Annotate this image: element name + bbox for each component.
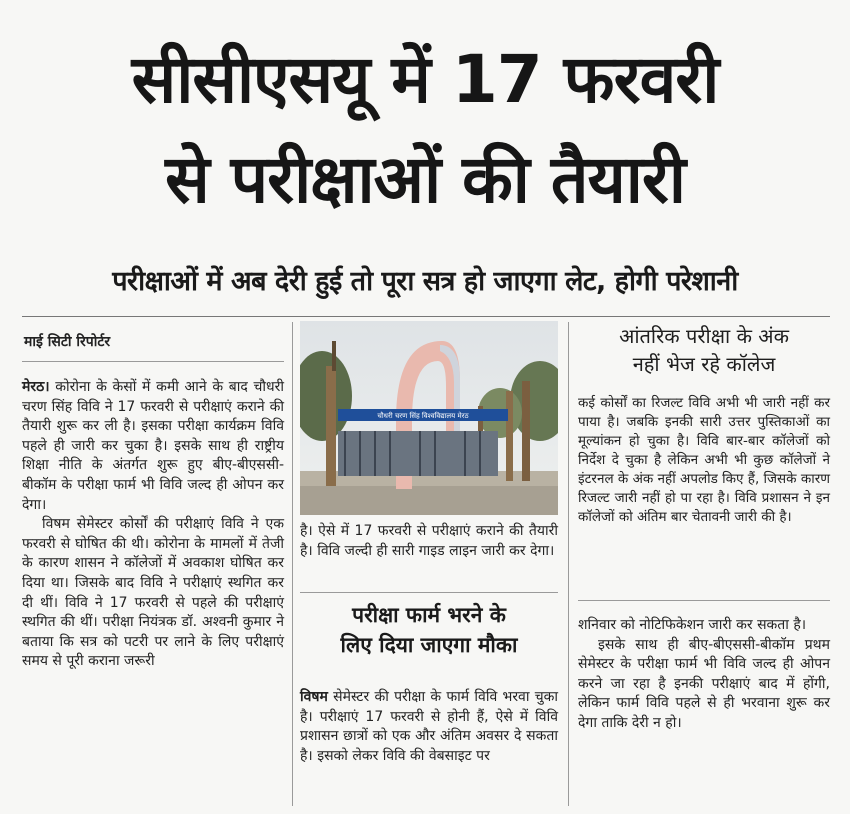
column-divider-1 <box>292 322 293 806</box>
paragraph: है। ऐसे में 17 फरवरी से परीक्षाएं कराने की तैयारी है। विवि जल्दी ही सारी गाइड लाइन जारी कर देगा। <box>300 523 558 559</box>
box-heading-line-2: लिए दिया जाएगा मौका <box>340 633 518 657</box>
paragraph-text: सेमेस्टर की परीक्षा के फार्म विवि भरवा चुका है। परीक्षाएं 17 फरवरी से होनी हैं, ऐसे में विवि प्रशासन छात्रों को एक और अंतिम अवसर दे सकता है। इसको लेकर विवि की वेबसाइट पर <box>300 689 558 764</box>
byline-divider <box>22 361 284 362</box>
column-1 <box>22 378 284 672</box>
subheadline: परीक्षाओं में अब देरी हुई तो पूरा सत्र हो जाएगा लेट, होगी परेशानी <box>112 266 738 297</box>
side-box-heading <box>578 322 830 378</box>
side-box-text: कई कोर्सों का रिजल्ट विवि अभी भी जारी नहीं कर पाया है। जबकि इनकी सारी उत्तर पुस्तिकाओं का मूल्यांकन हो चुका है। विवि बार-बार कॉलेजों को निर्देश दे चुका है लेकिन अभी भी कुछ कॉलेजों ने इंटरनल के अंक नहीं अपलोड किए हैं, जिसके कारण रिजल्ट जारी नहीं हो पा रहा है। विवि प्रशासन ने इन कॉलेजों को अंतिम बार चेतावनी जारी की है। <box>578 395 830 525</box>
subheadline-divider <box>22 316 830 317</box>
column-divider-2 <box>568 322 569 806</box>
side-box-heading-line-1: आंतरिक परीक्षा के अंक <box>619 324 789 348</box>
box-heading-line-1: परीक्षा फार्म भरने के <box>352 603 506 627</box>
university-gate-photo <box>300 321 558 515</box>
paragraph-text: कोरोना के केसों में कमी आने के बाद चौधरी चरण सिंह विवि ने 17 फरवरी से परीक्षाएं कराने की तैयारी शुरू कर ली है। इसका परीक्षा कार्यक्रम विवि पहले ही जारी कर चुका है। इसके साथ ही राष्ट्रीय शिक्षा नीति के अंतर्गत शुरू हुए बीए-बीएससी-बीकॉम के परीक्षा फार्म भी विवि जल्द ही ओपन कर देगा। <box>22 379 284 513</box>
box-heading <box>300 600 558 660</box>
column-2-body <box>300 688 558 766</box>
drop-word: विषम <box>300 689 328 705</box>
paragraph: शनिवार को नोटिफिकेशन जारी कर सकता है। <box>578 617 807 633</box>
headline-line-1: सीसीएसयू में 17 फरवरी <box>131 41 719 118</box>
headline-line-2: से परीक्षाओं की तैयारी <box>165 141 685 218</box>
side-box-divider <box>578 600 830 601</box>
byline: माई सिटी रिपोर्टर <box>24 334 111 350</box>
paragraph: विषम सेमेस्टर कोर्सों की परीक्षाएं विवि ने एक फरवरी से घोषित की थी। कोरोना के मामलों में तेजी के कारण शासन ने कॉलेजों में अवकाश घोषित कर दिया था। जिसके बाद विवि ने परीक्षाएं स्थगित कर दी थीं। विवि ने 17 फरवरी से पहले की परीक्षाएं स्थगित की थीं। परीक्षा नियंत्रक डॉ. अश्वनी कुमार ने बताया कि सत्र को पटरी पर लाने के लिए परीक्षाएं समय से पूरी कराना जरूरी <box>22 516 284 670</box>
column-3 <box>578 616 830 734</box>
paragraph <box>300 688 558 766</box>
column-2 <box>300 522 558 561</box>
box-divider-top <box>300 592 558 593</box>
dateline: मेरठ। <box>22 379 50 395</box>
paragraph: इसके साथ ही बीए-बीएससी-बीकॉम प्रथम सेमेस्टर के परीक्षा फार्म भी विवि जल्द ही ओपन करने जा रहा है इनकी परीक्षाएं बाद में होंगी, लेकिन फार्म विवि पहले से ही भरवाना शुरू कर देगा ताकि देरी न हो। <box>578 636 830 731</box>
gate-banner-text: चौधरी चरण सिंह विश्वविद्यालय मेरठ <box>377 412 469 420</box>
side-box-heading-line-2: नहीं भेज रहे कॉलेज <box>632 352 776 376</box>
paragraph <box>22 378 284 515</box>
